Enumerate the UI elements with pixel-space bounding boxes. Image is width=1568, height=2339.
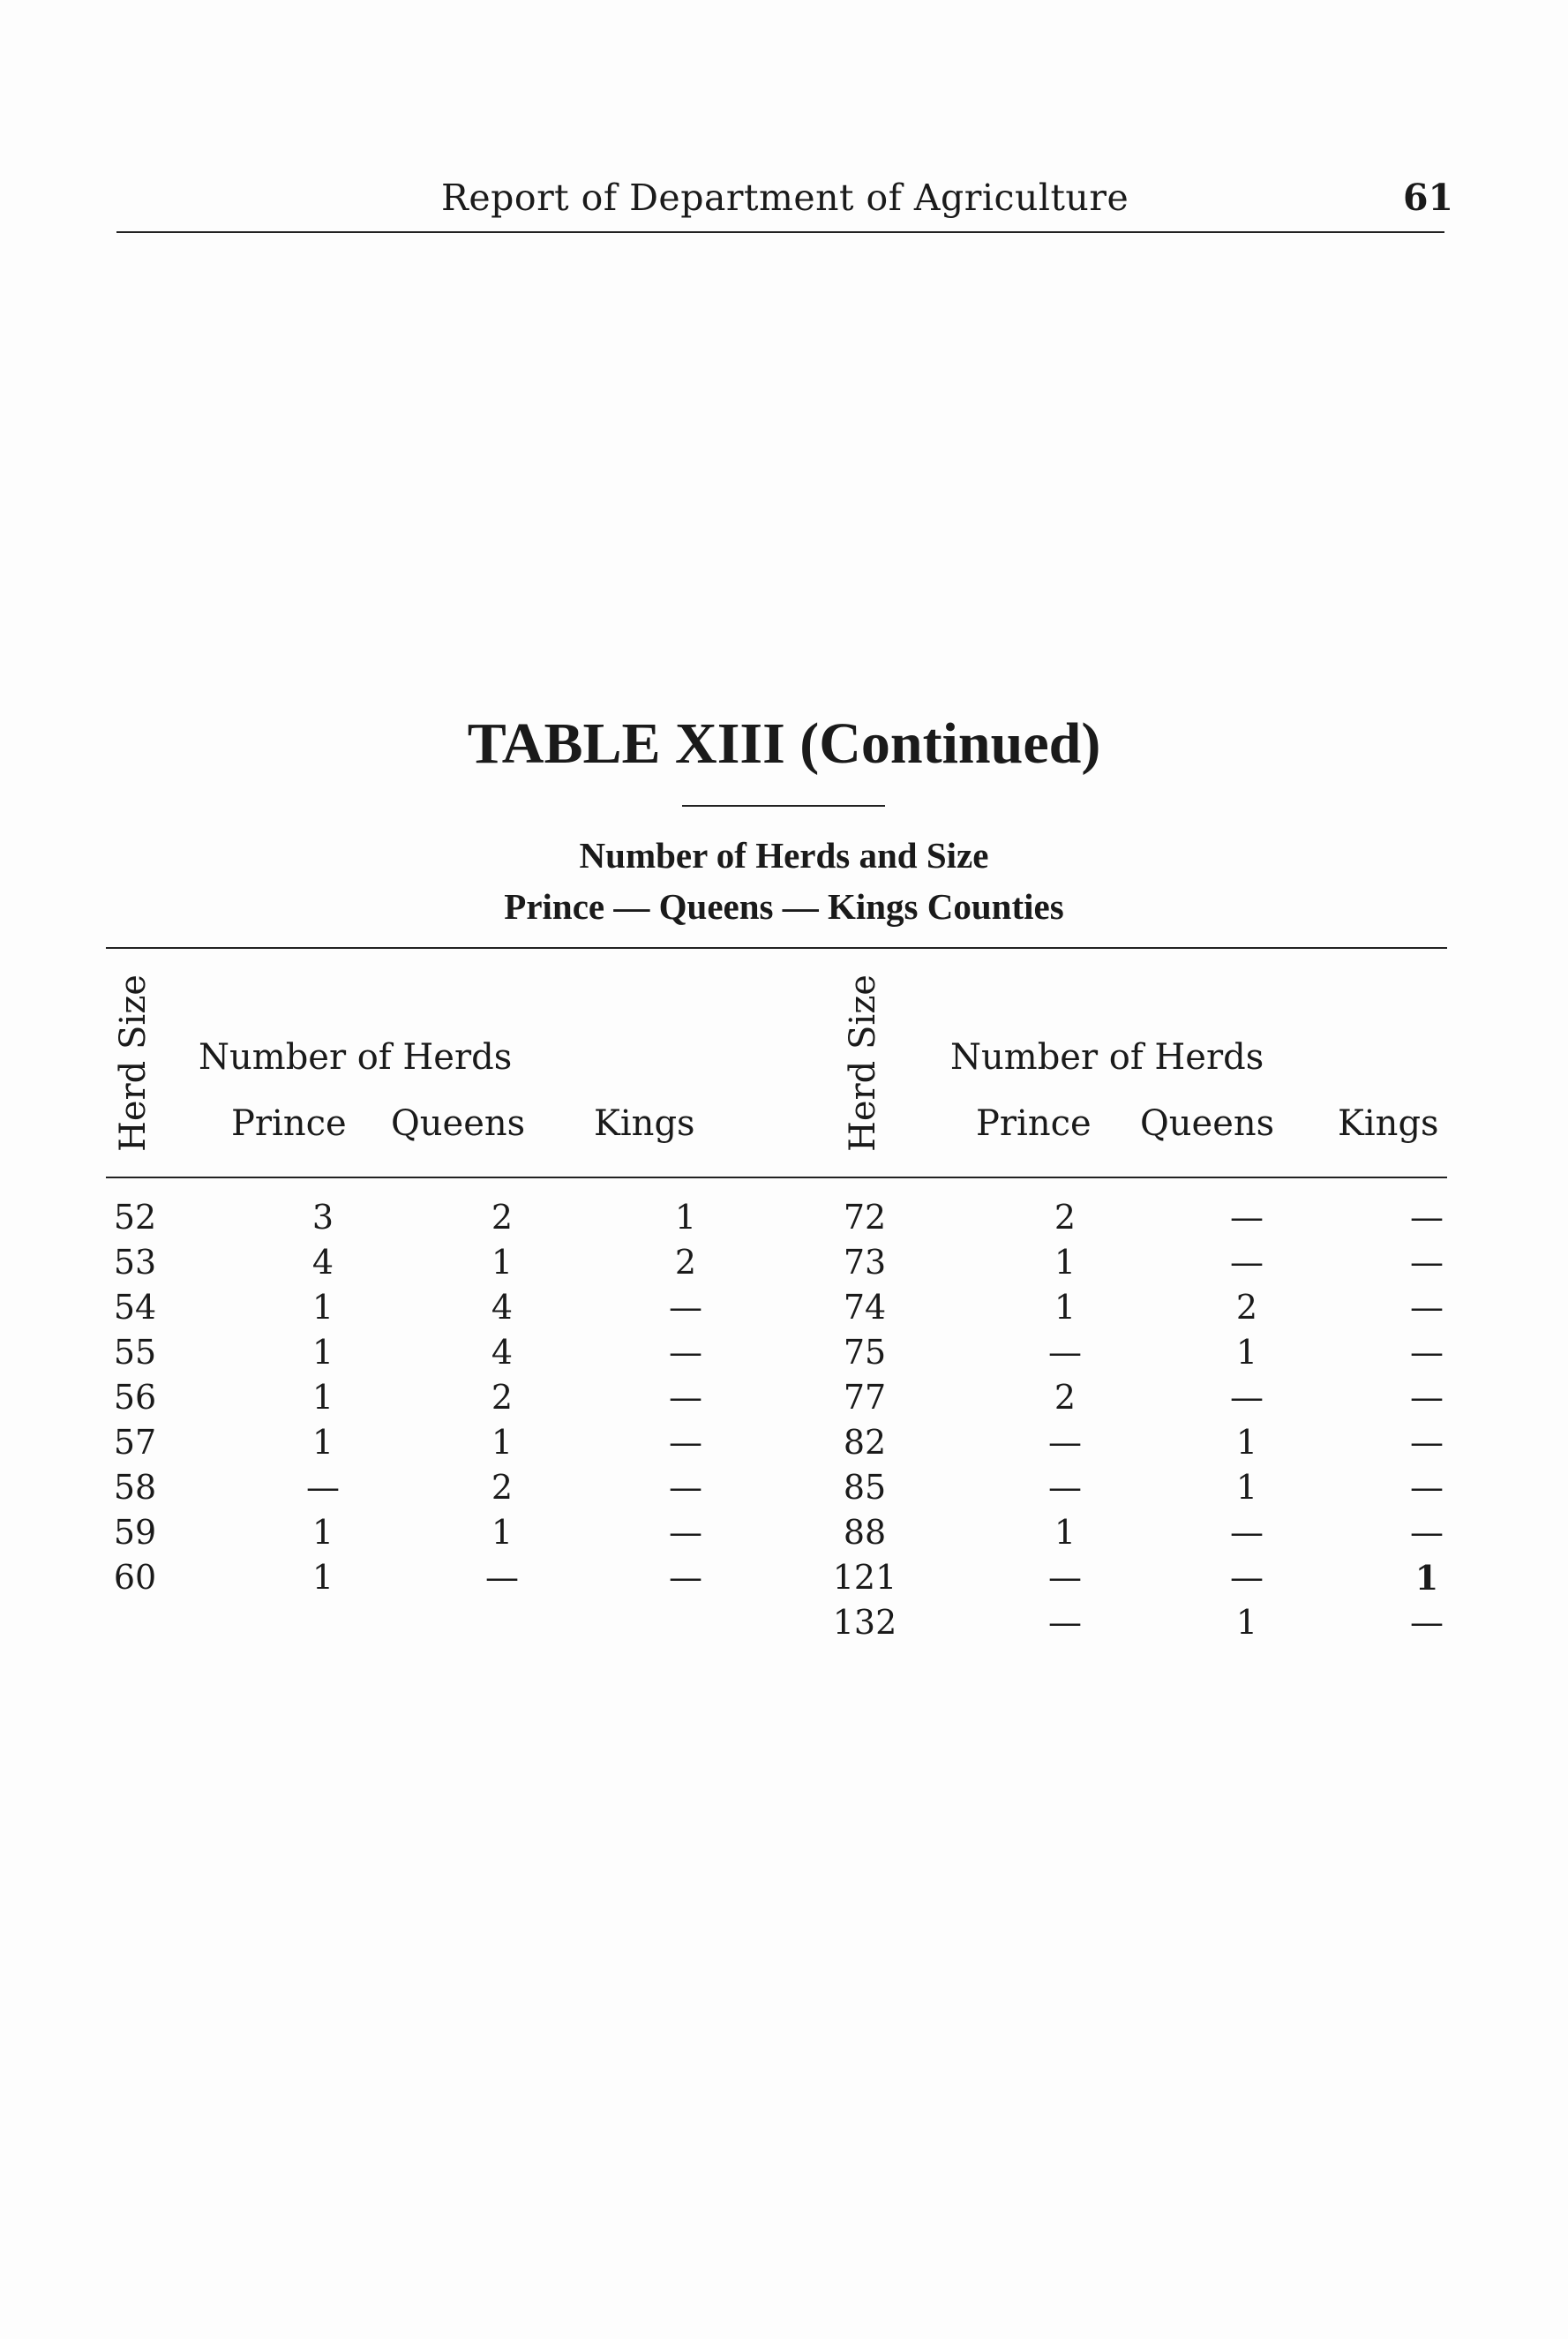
cell-left-queens: 4 xyxy=(491,1333,514,1372)
cell-left-prince: 4 xyxy=(311,1243,334,1282)
cell-left-prince: 1 xyxy=(311,1333,334,1372)
cell-left-queens: 2 xyxy=(491,1468,514,1507)
cell-right-queens: 1 xyxy=(1235,1423,1258,1462)
cell-right-herd-size: 72 xyxy=(843,1198,887,1237)
cell-left-kings: — xyxy=(669,1288,702,1327)
cell-right-herd-size: 77 xyxy=(843,1378,887,1417)
cell-right-herd-size: 121 xyxy=(832,1558,897,1597)
col-queens-left: Queens xyxy=(391,1103,526,1144)
cell-right-queens: — xyxy=(1230,1243,1264,1282)
cell-left-kings: — xyxy=(669,1333,702,1372)
col-prince-right: Prince xyxy=(976,1103,1092,1144)
cell-right-prince: — xyxy=(1048,1558,1082,1597)
cell-right-prince: 1 xyxy=(1054,1243,1077,1282)
cell-left-kings: — xyxy=(669,1558,702,1597)
cell-left-herd-size: 55 xyxy=(113,1333,157,1372)
cell-right-queens: 1 xyxy=(1235,1603,1258,1642)
cell-left-queens: 1 xyxy=(491,1513,514,1552)
cell-left-queens: 2 xyxy=(491,1378,514,1417)
cell-left-herd-size: 52 xyxy=(113,1198,157,1237)
cell-right-kings: — xyxy=(1410,1378,1444,1417)
herd-size-header-right: Herd Size xyxy=(843,974,883,1152)
table-top-rule xyxy=(106,947,1447,949)
table-header-rule xyxy=(106,1177,1447,1178)
cell-left-queens: 1 xyxy=(491,1243,514,1282)
table-subtitle-2: Prince — Queens — Kings Counties xyxy=(504,886,1064,927)
cell-right-herd-size: 75 xyxy=(843,1333,887,1372)
cell-right-kings: — xyxy=(1410,1603,1444,1642)
cell-left-herd-size: 56 xyxy=(113,1378,157,1417)
col-queens-right: Queens xyxy=(1140,1103,1275,1144)
cell-right-prince: 2 xyxy=(1054,1198,1077,1237)
cell-right-prince: — xyxy=(1048,1423,1082,1462)
cell-right-queens: 2 xyxy=(1235,1288,1258,1327)
cell-left-kings: 2 xyxy=(674,1243,697,1282)
cell-right-queens: — xyxy=(1230,1513,1264,1552)
cell-left-herd-size: 57 xyxy=(113,1423,157,1462)
cell-right-queens: 1 xyxy=(1235,1333,1258,1372)
col-kings-left: Kings xyxy=(594,1103,695,1144)
cell-left-kings: — xyxy=(669,1513,702,1552)
cell-left-queens: 1 xyxy=(491,1423,514,1462)
cell-left-herd-size: 59 xyxy=(113,1513,157,1552)
running-head: Report of Department of Agriculture xyxy=(441,177,1129,219)
cell-right-kings: — xyxy=(1410,1423,1444,1462)
cell-right-kings: 1 xyxy=(1414,1558,1439,1598)
number-of-herds-header-left: Number of Herds xyxy=(199,1037,513,1078)
table-subtitle-1: Number of Herds and Size xyxy=(579,835,989,876)
cell-right-herd-size: 88 xyxy=(843,1513,887,1552)
cell-right-herd-size: 73 xyxy=(843,1243,887,1282)
cell-left-queens: — xyxy=(485,1558,519,1597)
cell-left-herd-size: 60 xyxy=(113,1558,157,1597)
cell-left-prince: 1 xyxy=(311,1378,334,1417)
cell-right-herd-size: 74 xyxy=(843,1288,887,1327)
cell-right-kings: — xyxy=(1410,1468,1444,1507)
cell-right-queens: — xyxy=(1230,1558,1264,1597)
cell-left-kings: — xyxy=(669,1468,702,1507)
cell-right-queens: 1 xyxy=(1235,1468,1258,1507)
cell-left-prince: 1 xyxy=(311,1513,334,1552)
cell-right-prince: 2 xyxy=(1054,1378,1077,1417)
header-rule xyxy=(116,231,1444,233)
cell-left-prince: 1 xyxy=(311,1423,334,1462)
cell-left-kings: — xyxy=(669,1423,702,1462)
cell-right-queens: — xyxy=(1230,1198,1264,1237)
cell-right-prince: 1 xyxy=(1054,1288,1077,1327)
cell-right-herd-size: 82 xyxy=(843,1423,887,1462)
col-prince-left: Prince xyxy=(231,1103,347,1144)
cell-right-kings: — xyxy=(1410,1333,1444,1372)
cell-right-kings: — xyxy=(1410,1243,1444,1282)
cell-left-herd-size: 58 xyxy=(113,1468,157,1507)
cell-left-kings: — xyxy=(669,1378,702,1417)
cell-right-kings: — xyxy=(1410,1198,1444,1237)
col-kings-right: Kings xyxy=(1338,1103,1439,1144)
cell-left-prince: 1 xyxy=(311,1288,334,1327)
herd-size-header-left: Herd Size xyxy=(113,974,154,1152)
table-title: TABLE XIII (Continued) xyxy=(467,711,1101,776)
title-rule xyxy=(682,805,885,807)
cell-left-herd-size: 53 xyxy=(113,1243,157,1282)
cell-right-kings: — xyxy=(1410,1288,1444,1327)
cell-right-herd-size: 132 xyxy=(832,1603,897,1642)
cell-left-kings: 1 xyxy=(674,1198,697,1237)
cell-right-prince: — xyxy=(1048,1333,1082,1372)
cell-right-herd-size: 85 xyxy=(843,1468,887,1507)
cell-left-queens: 4 xyxy=(491,1288,514,1327)
cell-right-prince: — xyxy=(1048,1468,1082,1507)
cell-left-prince: — xyxy=(306,1468,340,1507)
cell-left-prince: 1 xyxy=(311,1558,334,1597)
cell-left-prince: 3 xyxy=(311,1198,334,1237)
cell-right-kings: — xyxy=(1410,1513,1444,1552)
cell-right-prince: 1 xyxy=(1054,1513,1077,1552)
number-of-herds-header-right: Number of Herds xyxy=(950,1037,1264,1078)
cell-right-queens: — xyxy=(1230,1378,1264,1417)
cell-right-prince: — xyxy=(1048,1603,1082,1642)
cell-left-queens: 2 xyxy=(491,1198,514,1237)
page-number: 61 xyxy=(1403,177,1454,219)
cell-left-herd-size: 54 xyxy=(113,1288,157,1327)
